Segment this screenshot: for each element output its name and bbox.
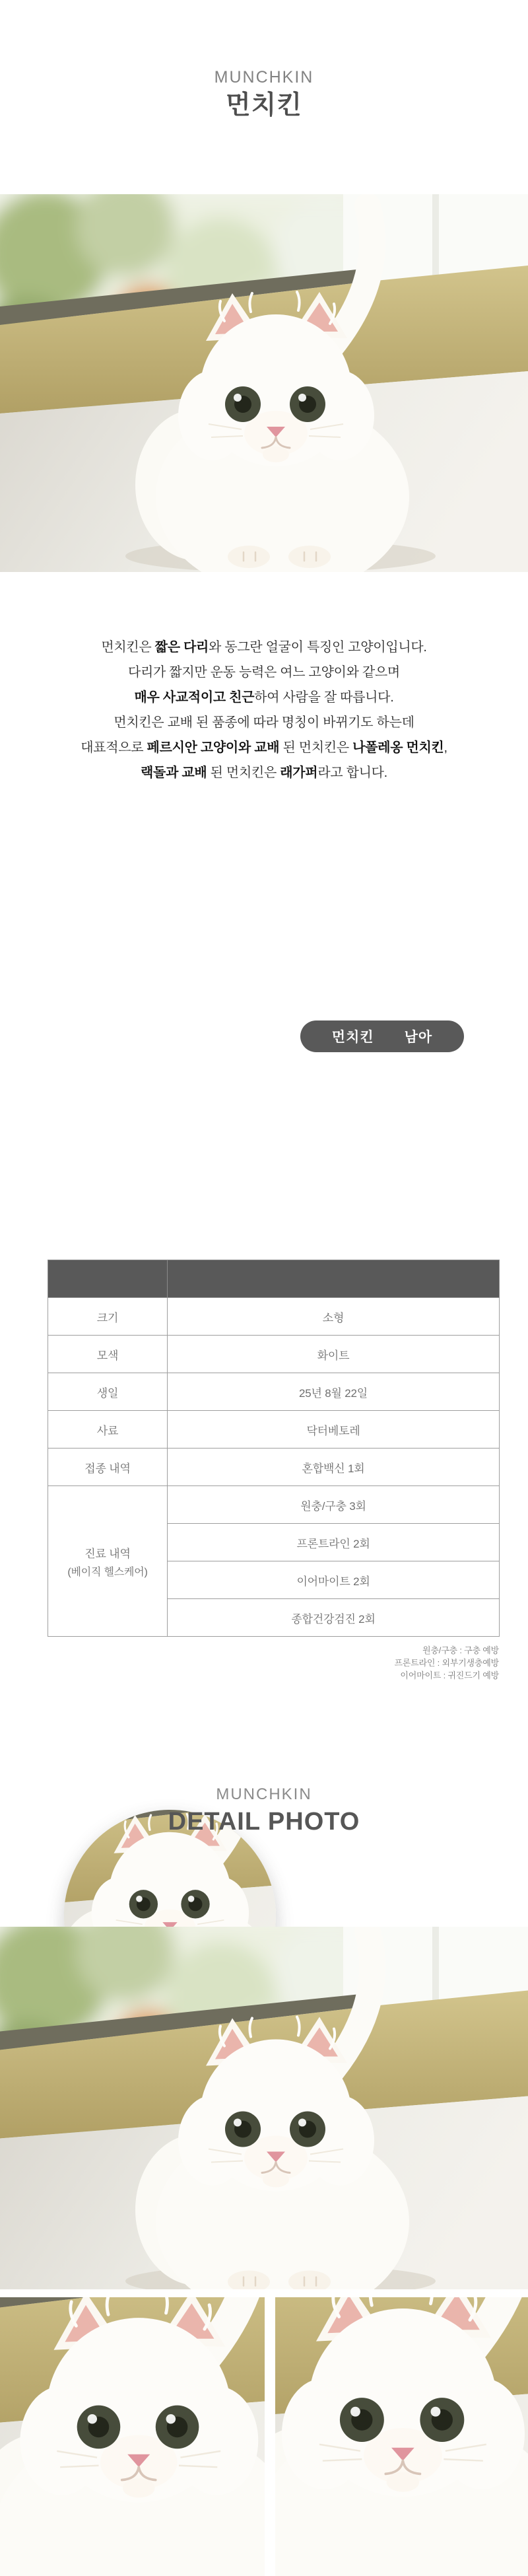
description-line: 먼치킨은 짧은 다리와 동그란 얼굴이 특징인 고양이입니다. — [101, 640, 427, 655]
row-label: 크기 — [48, 1298, 168, 1336]
row-label: 사료 — [48, 1411, 168, 1449]
table-header-label-cell — [48, 1260, 168, 1298]
footnote-line: 원충/구충 : 구충 예방 — [422, 1645, 499, 1655]
breed-description — [0, 635, 528, 785]
breed-title-korean: 먼치킨 — [225, 90, 303, 120]
footnote-line: 프론트라인 : 외부기생충예방 — [394, 1658, 499, 1668]
table-row — [48, 1336, 500, 1373]
care-footnotes — [394, 1644, 499, 1682]
row-label: 생일 — [48, 1373, 168, 1411]
care-value: 원충/구충 3회 — [168, 1486, 500, 1524]
care-label-sub: (베이직 헬스케어) — [67, 1566, 148, 1578]
row-value: 혼합백신 1회 — [168, 1449, 500, 1486]
description-line: 매우 사교적이고 친근하여 사람을 잘 따릅니다. — [134, 690, 394, 705]
description-line: 대표적으로 페르시안 고양이와 교배 된 먼치킨은 나폴레옹 먼치킨, — [81, 740, 447, 755]
row-label: 모색 — [48, 1336, 168, 1373]
row-value: 화이트 — [168, 1336, 500, 1373]
row-value: 닥터베토레 — [168, 1411, 500, 1449]
footnote-line: 이어마이트 : 귀진드기 예방 — [400, 1670, 499, 1680]
row-value: 소형 — [168, 1298, 500, 1336]
table-row-care — [48, 1486, 500, 1524]
table-header-row — [48, 1260, 500, 1298]
detail-title-main: DETAIL PHOTO — [168, 1808, 360, 1836]
table-header-value-cell — [168, 1260, 500, 1298]
care-label-cell — [48, 1486, 168, 1637]
kitten-info-table — [48, 1260, 500, 1637]
table-row — [48, 1411, 500, 1449]
detail-title-english: MUNCHKIN — [216, 1785, 312, 1803]
page-header — [0, 69, 528, 120]
detail-photo-large — [0, 1927, 528, 2289]
description-line: 랙돌과 교배 된 먼치킨은 래가퍼라고 합니다. — [141, 766, 387, 780]
table-row — [48, 1298, 500, 1336]
care-value: 프론트라인 2회 — [168, 1524, 500, 1561]
detail-photo-closeup-left — [0, 2297, 265, 2576]
table-row — [48, 1373, 500, 1411]
row-label: 접종 내역 — [48, 1449, 168, 1486]
breed-title-english: MUNCHKIN — [214, 68, 314, 87]
badge-breed-label: 먼치킨 — [331, 1030, 374, 1045]
care-value: 이어마이트 2회 — [168, 1561, 500, 1599]
table-row — [48, 1449, 500, 1486]
care-value: 종합건강검진 2회 — [168, 1599, 500, 1637]
detail-photo-closeup-right — [275, 2297, 528, 2576]
care-label: 진료 내역 — [84, 1547, 131, 1560]
description-line: 다리가 짧지만 운동 능력은 여느 고양이와 같으며 — [128, 665, 400, 680]
hero-kitten-photo — [0, 194, 528, 572]
breed-sex-badge — [300, 1020, 464, 1052]
badge-sex-label: 남아 — [404, 1030, 433, 1045]
description-line: 먼치킨은 교배 된 품종에 따라 명칭이 바뀌기도 하는데 — [114, 715, 414, 730]
detail-photo-header — [0, 1786, 528, 1836]
profile-section — [0, 905, 528, 1117]
row-value: 25년 8월 22일 — [168, 1373, 500, 1411]
